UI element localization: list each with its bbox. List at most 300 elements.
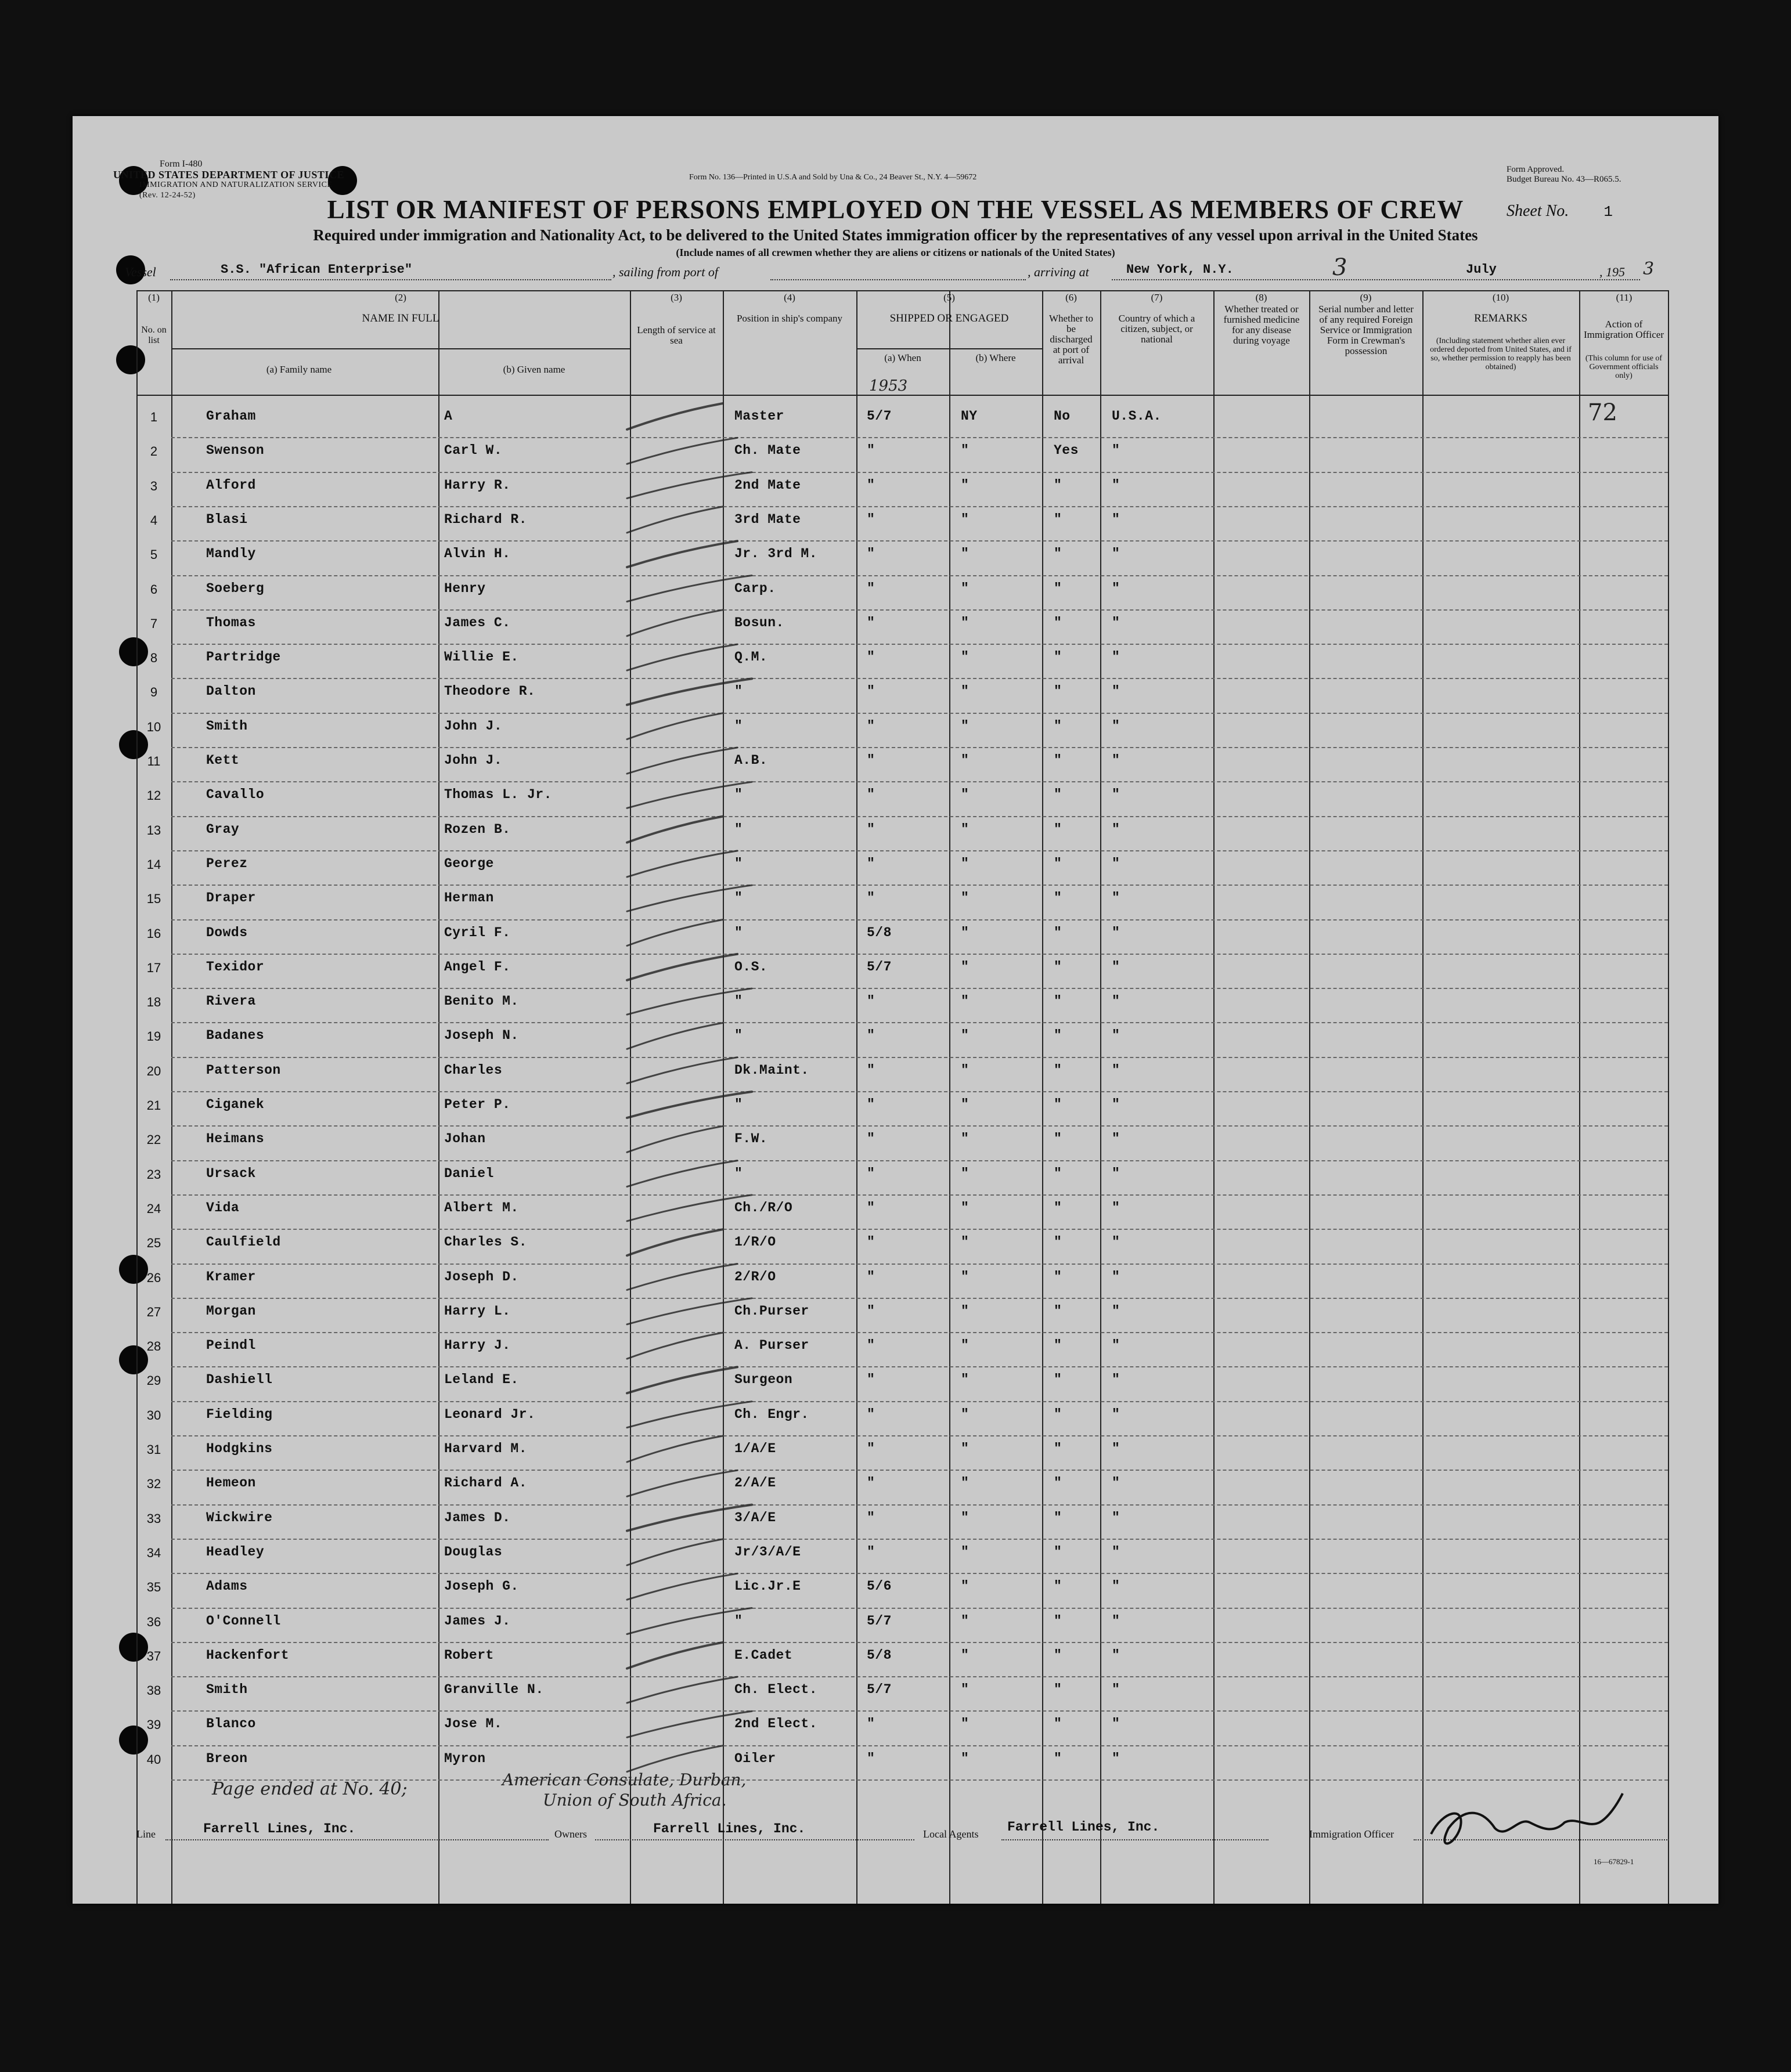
cell-position: 2nd Mate (734, 477, 801, 493)
cell-discharge: " (1054, 1750, 1062, 1766)
cell-family: Gray (206, 821, 240, 837)
col9-number: (9) (1360, 292, 1372, 303)
col9-label: Serial number and letter of any required Foreign Service or Immigration Form in Crewman's possession (1318, 304, 1414, 356)
cell-family: Adams (206, 1579, 248, 1594)
cell-family: Badanes (206, 1028, 265, 1044)
cell-family: Dashiell (206, 1372, 273, 1388)
cell-given: Leonard Jr. (444, 1406, 536, 1422)
row-number: 30 (146, 1407, 161, 1423)
sailing-label: , sailing from port of (612, 265, 718, 279)
row-number: 31 (146, 1442, 161, 1457)
cell-country: " (1112, 1441, 1120, 1456)
owners-label: Owners (554, 1828, 587, 1840)
cell-where: " (961, 1200, 970, 1215)
cell-when: " (867, 1234, 875, 1250)
row-number: 16 (146, 926, 161, 941)
cell-position: 3/A/E (734, 1510, 776, 1525)
cell-position: Q.M. (734, 649, 768, 665)
col11-note: (This column for use of Government officials only) (1585, 354, 1663, 380)
row-number: 6 (150, 582, 158, 597)
row-number: 11 (147, 754, 161, 768)
cell-when: 5/7 (867, 1613, 892, 1629)
cell-where: " (961, 649, 970, 665)
cell-where: " (961, 477, 970, 493)
cell-discharge: " (1054, 684, 1062, 699)
cell-country: " (1112, 1200, 1120, 1215)
cell-when: " (867, 477, 875, 493)
cell-where: " (961, 855, 970, 871)
cell-position: O.S. (734, 959, 768, 974)
cell-country: " (1112, 753, 1120, 768)
cell-where: " (961, 1097, 970, 1112)
col6-label: Whether to be discharged at port of arrival (1049, 313, 1093, 366)
sheet-label: Sheet No. (1507, 202, 1569, 220)
col10-note: (Including statement whether alien ever ordered deported from United States, and if so, whether permission to reapply has been obtained) (1430, 337, 1572, 371)
col11-label: Action of Immigration Officer (1583, 319, 1664, 340)
cell-country: " (1112, 1613, 1120, 1629)
cell-when: 5/6 (867, 1579, 892, 1594)
row-number: 17 (146, 960, 161, 975)
cell-when: " (867, 546, 875, 562)
col5b-label: (b) Where (975, 352, 1016, 363)
cell-family: Partridge (206, 649, 281, 665)
row-number: 14 (146, 857, 161, 872)
cell-where: " (961, 443, 970, 459)
col2a-label: (a) Family name (266, 364, 332, 375)
cell-given: Alvin H. (444, 546, 511, 562)
cell-where: " (961, 1510, 970, 1525)
consulate-note-line1: American Consulate, Durban, (502, 1770, 747, 1789)
cell-country: " (1112, 649, 1120, 665)
cell-where: " (961, 1338, 970, 1353)
cell-when: " (867, 1372, 875, 1388)
cell-family: Peindl (206, 1338, 256, 1353)
cell-country: " (1112, 855, 1120, 871)
cell-given: Joseph G. (444, 1579, 519, 1594)
cell-country: " (1112, 443, 1120, 459)
cell-position: " (734, 821, 743, 837)
cell-given: Leland E. (444, 1372, 519, 1388)
cell-family: Graham (206, 409, 256, 424)
cell-family: Swenson (206, 443, 265, 459)
cell-position: 3rd Mate (734, 511, 801, 527)
cell-position: Ch.Purser (734, 1303, 809, 1319)
cell-family: Smith (206, 718, 248, 734)
cell-when: " (867, 718, 875, 734)
col5-number: (5) (943, 292, 955, 303)
cell-when: 5/7 (867, 1682, 892, 1698)
cell-family: Smith (206, 1682, 248, 1698)
cell-family: Wickwire (206, 1510, 273, 1525)
cell-position: Ch. Elect. (734, 1682, 818, 1698)
row-number: 25 (146, 1236, 161, 1251)
cell-where: " (961, 1441, 970, 1456)
cell-country: " (1112, 1269, 1120, 1284)
cell-discharge: " (1054, 1510, 1062, 1525)
row-number: 26 (146, 1270, 161, 1285)
cell-position: Jr/3/A/E (734, 1544, 801, 1560)
cell-where: " (961, 718, 970, 734)
cell-discharge: " (1054, 1131, 1062, 1147)
cell-when: 5/8 (867, 1647, 892, 1663)
cell-country: " (1112, 684, 1120, 699)
cell-family: Breon (206, 1750, 248, 1766)
cell-discharge: " (1054, 1441, 1062, 1456)
cell-when: " (867, 615, 875, 630)
cell-country: " (1112, 1510, 1120, 1525)
cell-given: Theodore R. (444, 684, 536, 699)
cell-where: " (961, 1062, 970, 1078)
row-number: 36 (146, 1614, 161, 1629)
col6-number: (6) (1065, 292, 1077, 303)
printer-note: Form No. 136—Printed in U.S.A and Sold by Una & Co., 24 Beaver St., N.Y. 4—59672 (689, 173, 977, 182)
cell-discharge: " (1054, 1579, 1062, 1594)
cell-given: James D. (444, 1510, 511, 1525)
owners-value (653, 1821, 805, 1836)
row-number: 19 (146, 1029, 161, 1044)
cell-country: " (1112, 1579, 1120, 1594)
cell-country: " (1112, 1062, 1120, 1078)
cell-country: " (1112, 1028, 1120, 1044)
manifest-sheet (73, 116, 1718, 1904)
row-number: 5 (150, 547, 158, 562)
cell-given: Rozen B. (444, 821, 511, 837)
crew-table (136, 290, 1669, 1904)
row-number: 32 (146, 1477, 161, 1492)
cell-position: " (734, 1613, 743, 1629)
cell-position: E.Cadet (734, 1647, 793, 1663)
cell-where: " (961, 1234, 970, 1250)
cell-given: Joseph D. (444, 1269, 519, 1284)
col3-label: Length of service at sea (637, 324, 716, 346)
cell-position: 1/R/O (734, 1234, 776, 1250)
cell-country: " (1112, 580, 1120, 596)
cell-when: " (867, 1338, 875, 1353)
col7-number: (7) (1151, 292, 1163, 303)
cell-where: " (961, 1716, 970, 1732)
cell-discharge: " (1054, 718, 1062, 734)
cell-position: Master (734, 409, 784, 424)
cell-family: Mandly (206, 546, 256, 562)
cell-when: " (867, 1441, 875, 1456)
cell-when: " (867, 511, 875, 527)
cell-discharge: " (1054, 925, 1062, 940)
row-number: 7 (150, 616, 158, 631)
cell-country: " (1112, 1475, 1120, 1491)
cell-discharge: " (1054, 1269, 1062, 1284)
cell-country: " (1112, 1165, 1120, 1181)
cell-given: Douglas (444, 1544, 503, 1560)
cell-family: Patterson (206, 1062, 281, 1078)
cell-country: " (1112, 1716, 1120, 1732)
cell-where: " (961, 1682, 970, 1698)
cell-position: " (734, 787, 743, 803)
cell-family: Vida (206, 1200, 240, 1215)
cell-discharge: " (1054, 994, 1062, 1009)
cell-country: " (1112, 615, 1120, 630)
cell-family: Cavallo (206, 787, 265, 803)
cell-where: " (961, 925, 970, 940)
cell-where: " (961, 1372, 970, 1388)
cell-discharge: " (1054, 1372, 1062, 1388)
cell-discharge: " (1054, 959, 1062, 974)
cell-where: " (961, 959, 970, 974)
cell-where: " (961, 1269, 970, 1284)
form-number: Form I-480 (160, 159, 203, 169)
cell-when: " (867, 890, 875, 906)
cell-given: Harry R. (444, 477, 511, 493)
cell-family: Headley (206, 1544, 265, 1560)
cell-when: " (867, 1062, 875, 1078)
cell-where: " (961, 1131, 970, 1147)
row-number: 12 (146, 788, 161, 803)
row-number: 28 (146, 1339, 161, 1354)
cell-discharge: " (1054, 1716, 1062, 1732)
form-approval (1507, 165, 1621, 185)
cell-position: Bosun. (734, 615, 784, 630)
row-number: 29 (146, 1373, 161, 1388)
cell-country: " (1112, 1131, 1120, 1147)
col1-label: No. on list (141, 325, 167, 345)
cell-given: Cyril F. (444, 925, 511, 940)
cell-where: " (961, 1165, 970, 1181)
cell-discharge: " (1054, 511, 1062, 527)
cell-when: " (867, 1750, 875, 1766)
row-number: 20 (146, 1063, 161, 1078)
cell-given: Charles (444, 1062, 503, 1078)
cell-discharge: " (1054, 1062, 1062, 1078)
cell-discharge: " (1054, 477, 1062, 493)
cell-position: Ch. Mate (734, 443, 801, 459)
cell-discharge: Yes (1054, 443, 1079, 459)
cell-position: 2nd Elect. (734, 1716, 818, 1732)
arriving-label: , arriving at (1028, 265, 1089, 279)
row-number: 10 (146, 719, 161, 734)
cell-discharge: " (1054, 1544, 1062, 1560)
agents-value (1007, 1820, 1159, 1835)
cell-when: " (867, 580, 875, 596)
cell-country: " (1112, 718, 1120, 734)
cell-when: 5/7 (867, 409, 892, 424)
col10-label: REMARKS (1474, 312, 1527, 324)
cell-family: Thomas (206, 615, 256, 630)
cell-discharge: " (1054, 1234, 1062, 1250)
arrival-day: 3 (1332, 254, 1347, 281)
row-number: 22 (146, 1132, 161, 1147)
cell-given: James C. (444, 615, 511, 630)
cell-given: Myron (444, 1750, 486, 1766)
cell-position: " (734, 1165, 743, 1181)
cell-family: Alford (206, 477, 256, 493)
cell-given: Herman (444, 890, 494, 906)
cell-family: Morgan (206, 1303, 256, 1319)
year-written: 1953 (869, 377, 908, 395)
cell-position: Jr. 3rd M. (734, 546, 818, 562)
cell-discharge: " (1054, 1338, 1062, 1353)
cell-when: " (867, 649, 875, 665)
col2-label: NAME IN FULL (362, 312, 439, 324)
row-number: 37 (146, 1648, 161, 1663)
cell-when: " (867, 1165, 875, 1181)
cell-country: " (1112, 925, 1120, 940)
cell-discharge: " (1054, 1165, 1062, 1181)
cell-given: Thomas L. Jr. (444, 787, 552, 803)
row-number: 34 (146, 1545, 161, 1560)
cell-family: Soeberg (206, 580, 265, 596)
cell-when: " (867, 1544, 875, 1560)
cell-country: " (1112, 1303, 1120, 1319)
cell-when: " (867, 1406, 875, 1422)
cell-where: " (961, 615, 970, 630)
cell-country: " (1112, 1338, 1120, 1353)
cell-discharge: " (1054, 1406, 1062, 1422)
row-number: 24 (146, 1201, 161, 1216)
cell-given: Joseph N. (444, 1028, 519, 1044)
cell-country: " (1112, 959, 1120, 974)
col8-number: (8) (1255, 292, 1267, 303)
cell-position: Oiler (734, 1750, 776, 1766)
cell-position: 1/A/E (734, 1441, 776, 1456)
agents-value-text: Farrell Lines, Inc. (1007, 1820, 1160, 1835)
vessel-value: S.S. "African Enterprise" (221, 262, 413, 277)
col2b-label: (b) Given name (503, 364, 565, 375)
cell-when: 5/8 (867, 925, 892, 940)
vessel-line (113, 254, 1681, 284)
cell-position: 2/R/O (734, 1269, 776, 1284)
line-value-text: Farrell Lines, Inc. (203, 1821, 356, 1836)
row-number: 35 (146, 1580, 161, 1595)
cell-discharge: " (1054, 787, 1062, 803)
cell-given: Peter P. (444, 1097, 511, 1112)
col8-label: Whether treated or furnished medicine for any disease during voyage (1223, 304, 1300, 346)
page-title: LIST OR MANIFEST OF PERSONS EMPLOYED ON THE VESSEL AS MEMBERS OF CREW (327, 195, 1464, 224)
cell-position: " (734, 684, 743, 699)
cell-discharge: " (1054, 546, 1062, 562)
col5-label: SHIPPED OR ENGAGED (889, 312, 1009, 324)
cell-country: " (1112, 821, 1120, 837)
cell-discharge: " (1054, 580, 1062, 596)
cell-where: " (961, 753, 970, 768)
line-value (203, 1821, 355, 1836)
row-number: 15 (146, 891, 161, 907)
cell-given: Benito M. (444, 994, 519, 1009)
cell-when: " (867, 753, 875, 768)
cell-given: Granville N. (444, 1682, 544, 1698)
cell-discharge: " (1054, 1028, 1062, 1044)
row-number: 21 (146, 1098, 161, 1113)
row-number: 40 (146, 1752, 161, 1767)
line-label: Line (136, 1828, 156, 1840)
col7-label: Country of which a citizen, subject, or national (1118, 313, 1195, 345)
cell-when: " (867, 994, 875, 1009)
cell-given: Willie E. (444, 649, 519, 665)
budget-bureau-text: Budget Bureau No. 43—R065.5. (1507, 175, 1621, 184)
cell-when: 5/7 (867, 959, 892, 974)
cell-position: Dk.Maint. (734, 1062, 809, 1078)
col11-number: (11) (1616, 292, 1633, 303)
officer-mark: 72 (1588, 399, 1617, 426)
cell-position: F.W. (734, 1131, 768, 1147)
cell-where: " (961, 1579, 970, 1594)
col10-number: (10) (1492, 292, 1509, 303)
row-number: 2 (150, 444, 158, 459)
cell-country: " (1112, 1234, 1120, 1250)
row-number: 27 (146, 1304, 161, 1319)
col1-number: (1) (148, 292, 160, 303)
cell-when: " (867, 443, 875, 459)
row-number: 18 (146, 995, 161, 1010)
cell-given: Johan (444, 1131, 486, 1147)
cell-discharge: " (1054, 1303, 1062, 1319)
cell-position: " (734, 718, 743, 734)
page-ended-note: Page ended at No. 40; (212, 1779, 408, 1799)
cell-given: Richard A. (444, 1475, 528, 1491)
cell-country: " (1112, 1372, 1120, 1388)
cell-position: Surgeon (734, 1372, 793, 1388)
cell-where: " (961, 787, 970, 803)
cell-family: Ciganek (206, 1097, 265, 1112)
cell-where: " (961, 1475, 970, 1491)
arrival-month: July (1466, 262, 1497, 277)
vessel-label: Vessel (125, 265, 156, 279)
col4-number: (4) (784, 292, 795, 303)
cell-country: " (1112, 1750, 1120, 1766)
cell-family: Rivera (206, 994, 256, 1009)
cell-family: O'Connell (206, 1613, 281, 1629)
cell-family: Hodgkins (206, 1441, 273, 1456)
cell-family: Ursack (206, 1165, 256, 1181)
cell-where: " (961, 580, 970, 596)
cell-given: Harvard M. (444, 1441, 528, 1456)
cell-discharge: " (1054, 1647, 1062, 1663)
cell-country: " (1112, 546, 1120, 562)
cell-when: " (867, 1716, 875, 1732)
cell-given: Carl W. (444, 443, 503, 459)
row-number: 3 (150, 478, 158, 493)
cell-country: " (1112, 1544, 1120, 1560)
cell-given: George (444, 855, 494, 871)
cell-given: Harry L. (444, 1303, 511, 1319)
row-number: 9 (150, 685, 158, 700)
cell-where: " (961, 1647, 970, 1663)
cell-discharge: " (1054, 615, 1062, 630)
cell-position: " (734, 1097, 743, 1112)
cell-when: " (867, 1028, 875, 1044)
service-name: IMMIGRATION AND NATURALIZATION SERVICE (139, 181, 333, 189)
cell-position: " (734, 890, 743, 906)
consulate-note-line2: Union of South Africa. (543, 1791, 727, 1810)
cell-given: John J. (444, 753, 503, 768)
cell-position: " (734, 855, 743, 871)
cell-discharge: " (1054, 1475, 1062, 1491)
row-number: 38 (146, 1683, 161, 1698)
cell-where: " (961, 1028, 970, 1044)
cell-discharge: " (1054, 1682, 1062, 1698)
cell-where: " (961, 821, 970, 837)
row-number: 33 (146, 1511, 161, 1526)
year-prefix: , 195 (1599, 265, 1625, 279)
cell-family: Draper (206, 890, 256, 906)
cell-where: " (961, 890, 970, 906)
cell-given: Harry J. (444, 1338, 511, 1353)
cell-when: " (867, 855, 875, 871)
cell-when: " (867, 1475, 875, 1491)
cell-country: " (1112, 1097, 1120, 1112)
owners-value-text: Farrell Lines, Inc. (653, 1821, 806, 1836)
cell-given: Jose M. (444, 1716, 503, 1732)
cell-where: NY (961, 409, 978, 424)
cell-position: Lic.Jr.E (734, 1579, 801, 1594)
